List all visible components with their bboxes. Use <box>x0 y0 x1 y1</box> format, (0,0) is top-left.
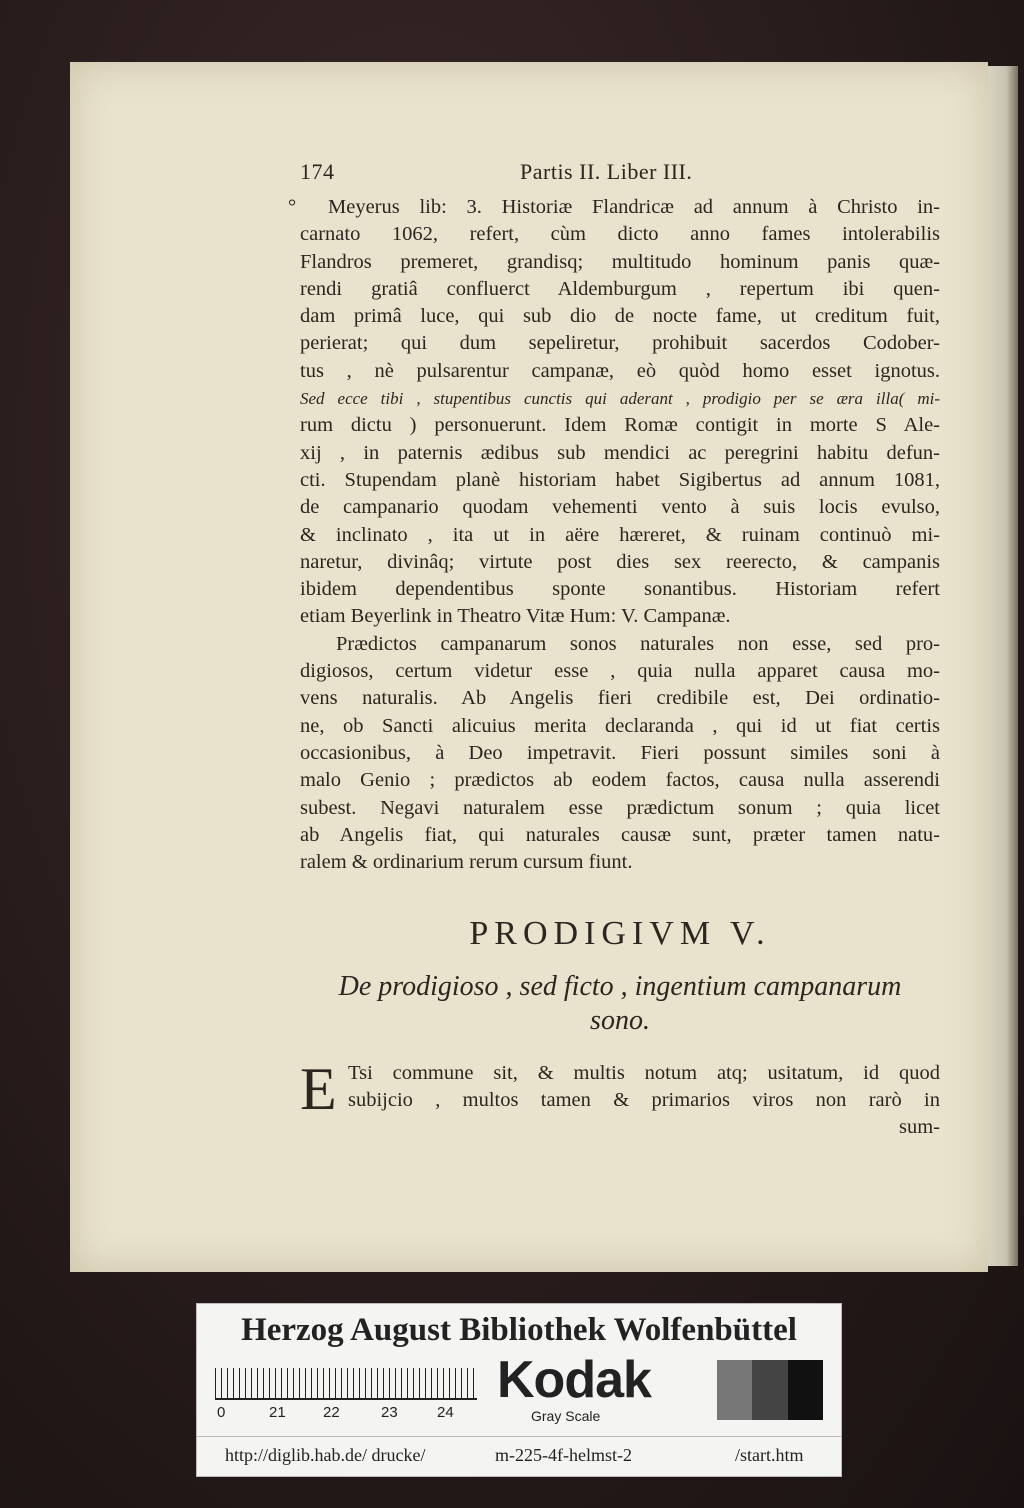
paragraph-3 <box>300 1055 940 1142</box>
text-line: rendi gratiâ confluerct Aldemburgum , repertum ibi quen- <box>300 277 940 300</box>
text-line: tus , nè pulsarentur campanæ, eò quòd homo esset ignotus. <box>300 359 940 382</box>
paragraph-1 <box>288 194 940 631</box>
kodak-logo: Kodak <box>497 1351 651 1409</box>
url-right: /start.htm <box>735 1445 804 1465</box>
text-line: de campanario quodam vehementi vento à suis locis evulso, <box>300 496 940 519</box>
text-line: & inclinato , ita ut in aëre hæreret, & ruinam continuò mi- <box>300 523 940 546</box>
page-text <box>288 158 940 1142</box>
text-line: digiosos, certum videtur esse , quia nulla apparet causa mo- <box>300 660 940 683</box>
text-line: ab Angelis fiat, qui naturales causæ sunt, præter tamen natu- <box>300 823 940 846</box>
text-line: etiam Beyerlink in Theatro Vitæ Hum: V. Campanæ. <box>300 605 731 628</box>
text-line: dam primâ luce, qui sub dio de nocte fame, ut creditum fuit, <box>300 305 940 328</box>
text-line: Sed ecce tibi , stupentibus cunctis qui aderant , prodigio per se æra illa( mi- <box>300 389 940 409</box>
ruler-label: 22 <box>323 1404 340 1421</box>
ruler-label: 24 <box>437 1404 454 1421</box>
text-line: ne, ob Sancti alicuius merita declaranda , qui id ut fiat certis <box>300 714 940 737</box>
gray-scale-label: Gray Scale <box>531 1408 601 1424</box>
text-line: Tsi commune sit, & multis notum atq; usitatum, id quod <box>348 1061 940 1084</box>
gray-patch <box>788 1360 823 1420</box>
ruler-label: 0 <box>217 1404 226 1421</box>
scale-ruler <box>215 1360 477 1400</box>
page-header <box>300 158 940 194</box>
url-left: http://diglib.hab.de/ drucke/ <box>225 1445 426 1465</box>
catchword: sum- <box>899 1116 940 1139</box>
text-line: ralem & ordinarium rerum cursum fiunt. <box>300 851 633 874</box>
page-number: 174 <box>300 159 335 184</box>
page-edge <box>988 66 1018 1266</box>
text-line: xij , in paternis ædibus sub mendici ac peregrini habitu defun- <box>300 441 940 464</box>
library-name: Herzog August Bibliothek Wolfenbüttel <box>241 1312 797 1348</box>
section-subtitle-cont: sono. <box>590 1004 650 1036</box>
url-mid: m-225-4f-helmst-2 <box>495 1445 632 1465</box>
text-line: malo Genio ; prædictos ab eodem factos, causa nulla asserendi <box>300 769 940 792</box>
text-line: Prædictos campanarum sonos naturales non esse, sed pro- <box>336 632 940 655</box>
gray-patch <box>717 1360 752 1420</box>
ruler-label: 21 <box>269 1404 286 1421</box>
ruler-label: 23 <box>381 1404 398 1421</box>
paragraph-2 <box>300 631 940 877</box>
gray-patch <box>752 1360 787 1420</box>
color-target-card <box>196 1303 842 1477</box>
text-line: Flandros premeret, grandisq; multitudo hominum panis quæ- <box>300 250 940 273</box>
text-line: vens naturalis. Ab Angelis fieri credibile est, Dei ordinatio- <box>300 687 940 710</box>
text-line: cti. Stupendam planè historiam habet Sigibertus ad annum 1081, <box>300 468 940 491</box>
running-head: Partis II. Liber III. <box>520 159 693 184</box>
text-line: rum dictu ) personuerunt. Idem Romæ contigit in morte S Ale- <box>300 414 940 437</box>
text-line: ibidem dependentibus sponte sonantibus. Historiam refert <box>300 578 940 601</box>
text-line: carnato 1062, refert, cùm dicto anno fames intolerabilis <box>300 223 940 246</box>
text-line: naretur, divinâq; virtute post dies sex reerecto, & campanis <box>300 550 940 573</box>
text-line: subest. Negavi naturalem esse prædictum sonum ; quia licet <box>300 796 940 819</box>
section-title: PRODIGIVM V. <box>469 915 771 953</box>
section-subtitle: De prodigioso , sed ficto , ingentium campanarum <box>338 970 902 1002</box>
text-line: occasionibus, à Deo impetravit. Fieri possunt similes soni à <box>300 741 940 764</box>
text-line: subijcio , multos tamen & primarios viros non rarò in <box>348 1089 940 1112</box>
paragraph-1-lines <box>300 194 940 631</box>
gray-patches <box>717 1360 823 1420</box>
url-row <box>197 1436 841 1473</box>
drop-cap: E <box>300 1055 337 1122</box>
text-line: Meyerus lib: 3. Historiæ Flandricæ ad annum à Christo in- <box>328 196 940 218</box>
text-line: perierat; qui dum sepeliretur, prohibuit sacerdos Codober- <box>300 332 940 355</box>
note-mark: ° <box>288 196 297 218</box>
